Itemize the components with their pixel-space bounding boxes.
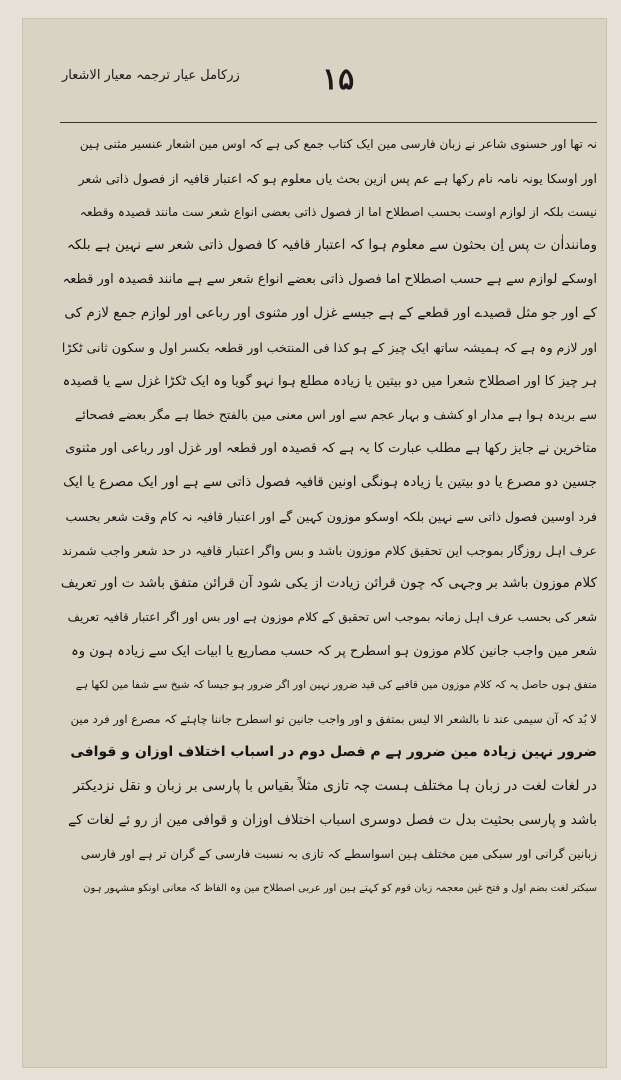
text-line: سبکتر لغت بضم اول و فتح غین معجمہ زبان قوم کو کہتے ہین اور عربی اصطلاح مین وہ الفاظ کہ معانی اونکو مشہور ہون <box>83 882 597 894</box>
text-line: کلام موزون باشد بر وجہی کہ چون قرائن زیادت از یکی شود آن قرائن متفق باشد ت اور تعریف <box>60 575 597 592</box>
book-page <box>22 18 607 1068</box>
text-line: اوسکے لوازم سے ہے حسب اصطلاح اما فصول ذاتی بعضے انواع شعر سے ہے مانند قصیدہ اور قطعہ <box>62 272 597 288</box>
text-line: وماننداٰن ت پس اِن بحثون سے معلوم ہوا کہ اعتبار قافیہ کا فصول ذاتی شعر سے نہین ہے بلکہ <box>67 237 597 254</box>
page-header <box>22 58 607 108</box>
text-line: زبانین گرانی اور سبکی مین مختلف ہین اسواسطے کہ تازی بہ نسبت فارسی کے گران تر ہے اور فارسی <box>80 846 597 861</box>
text-line: ضرور نہین زیادہ مین ضرور ہے م فصل دوم در اسباب اختلاف اوزان و قوافی <box>70 744 597 761</box>
text-line: متفق ہوں حاصل یہ کہ کلام موزون مین قافیے کی قید ضرور نہین اور اگر ضرور ہو جیسا کہ شیخ سے شفا مین لکھا ہے <box>75 678 597 691</box>
body-text <box>60 128 597 905</box>
text-line: اور اوسکا یونہ نامہ نام رکھا ہے عم پس ازین بحث یاں معلوم ہو کہ اعتبار قافیہ از فصول ذاتی شعر <box>78 170 597 186</box>
running-head: زرکامل عیار ترجمہ معیار الاشعار <box>62 68 240 83</box>
text-line: لا بُد کہ آن سیمی عند نا بالشعر الا لیس بمتفق و اور واجب جانین تو اسطرح جاننا چاہئے کہ مصرع اور فرد مین <box>70 711 597 726</box>
text-line: جسین دو مصرع یا دو بیتین یا زیادہ ہونگی اونین قافیہ فصول ذاتی سے ہے اور ایک مصرع یا ایک <box>63 473 597 490</box>
text-line: باشد و پارسی بحثیت بدل ت فصل دوسری اسباب اختلاف اوزان و قوافی مین از رو ئے لغات کے <box>68 811 597 828</box>
text-line: فرد اوسین فصول ذاتی سے نہین بلکہ اوسکو موزون کہین گے اور اعتبار قافیہ نہ کام وقت شعر بحسب <box>65 508 597 524</box>
text-line: در لغات لغت در زبان ہا مختلف ہست چہ تازی مثلاً بقیاس با پارسی بر زبان و نقل نزدیکتر <box>73 778 597 795</box>
text-line: شعر کی بحسب عرف اہل زمانہ بموجب اس تحقیق کے کلام موزون ہے اور بس اور اگر اعتبار قافیہ تعریف <box>67 610 597 625</box>
text-line: نیست بلکہ از لوازم اوست بحسب اصطلاح اما از فصول ذاتی بعضی انواع شعر ست مانند قصیدہ وقطعہ <box>79 204 597 219</box>
text-line: ہر چیز کا اور اصطلاح شعرا میں دو بیتین یا زیادہ مطلع ہوا نہو گویا وہ ایک ٹکڑا غزل سے یا قصیدہ <box>62 373 597 389</box>
text-line: متاخرین نے جایز رکھا ہے مطلب عبارت کا یہ ہے کہ قصیدہ اور قطعہ اور غزل اور رباعی اور مثنوی <box>65 441 597 457</box>
page-number: ۱۵ <box>322 62 355 97</box>
text-line: اور لازم وہ ہے کہ ہمیشہ ساتھ ایک چیز کے ہو کذا فی المنتخب اور قطعہ بکسر اول و سکون ثانی ٹکڑا <box>61 339 597 355</box>
text-line: عرف اہل روزگار بموجب این تحقیق کلام موزون باشد و بس واگر اعتبار قافیہ در حد شعر واجب شمرند <box>61 542 597 558</box>
text-line: شعر مین واجب جانین کلام موزون ہو اسطرح پر کہ حسب مصاریع یا ابیات ایک سے زیادہ ہون وہ <box>71 643 597 659</box>
text-line: کے اور جو مثل قصیدے اور قطعے کے ہے جیسے غزل اور مثنوی اور رباعی اور لوازم جمع لازم کی <box>64 304 597 321</box>
text-line: نہ تھا اور حسنوی شاعر نے زبان فارسی مین ایک کتاب جمع کی ہے کہ اوس مین اشعار عنسیر مثنی ہین <box>79 137 597 151</box>
header-rule <box>60 122 597 123</box>
text-line: سے بریدہ ہوا ہے مدار او کشف و بہار عجم سے اور اس معنی مین بالفتح خطا ہے مگر بعضے فصحائے <box>74 407 597 423</box>
